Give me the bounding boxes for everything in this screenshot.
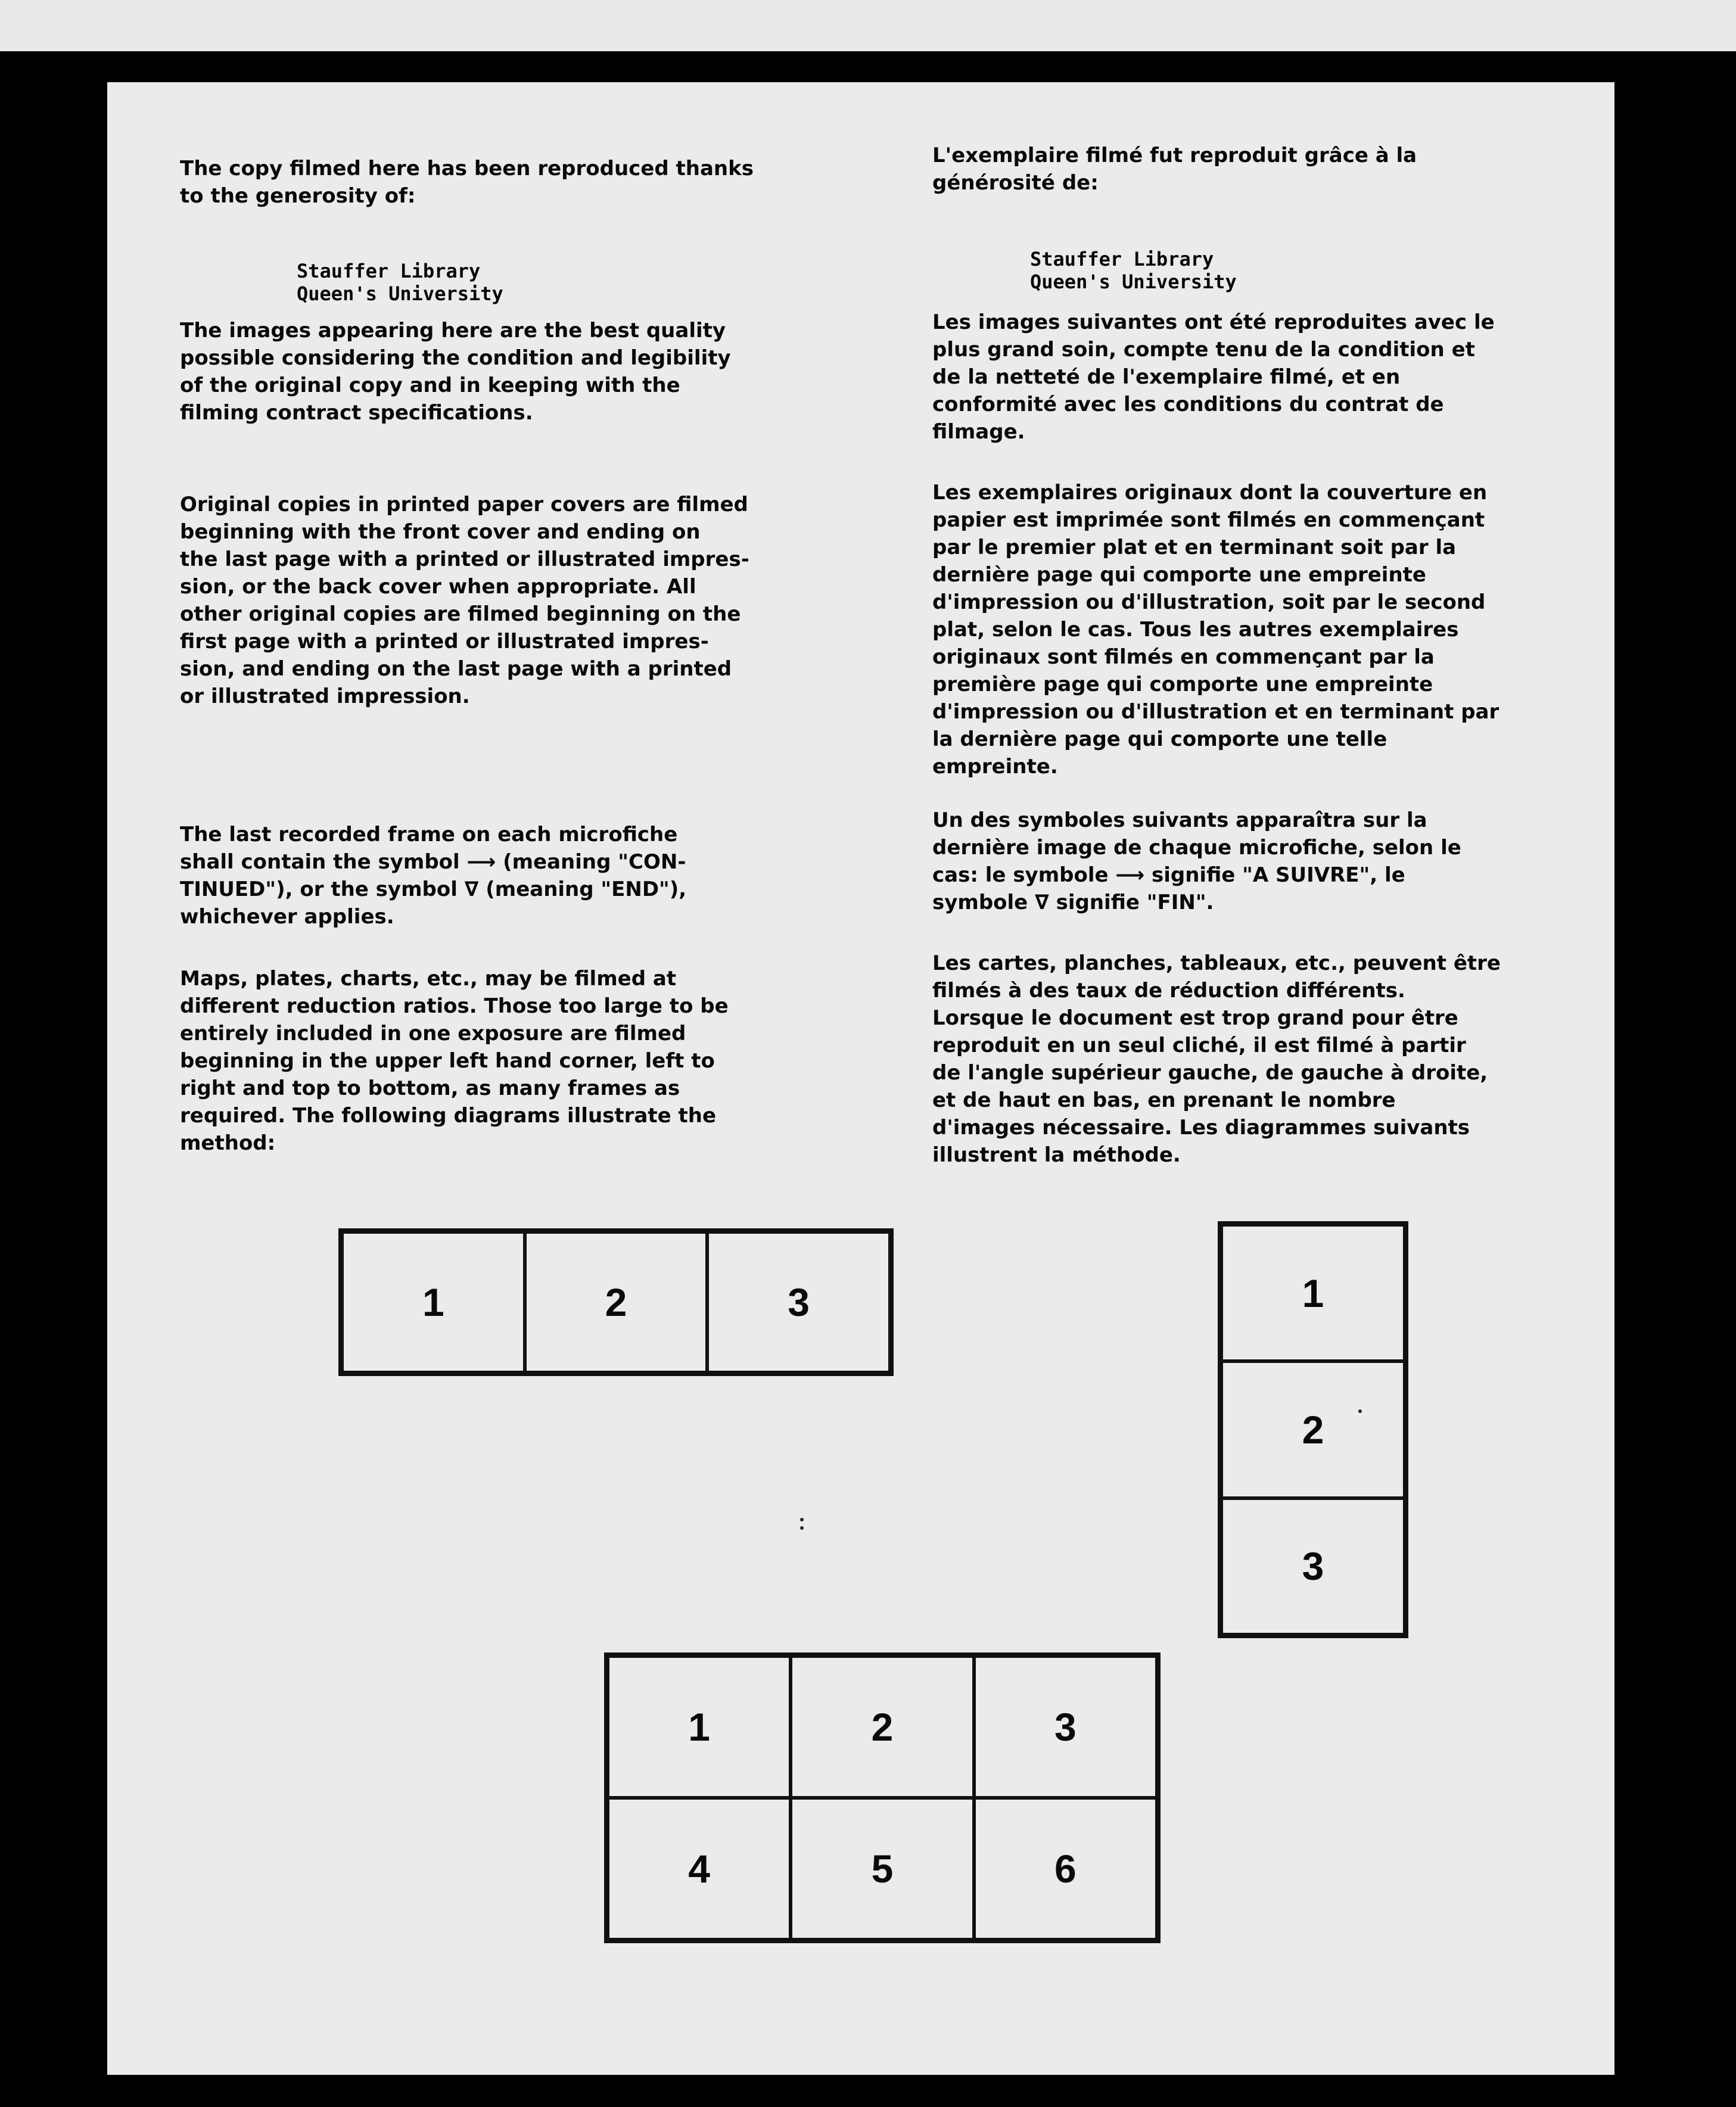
library-name-fr: Stauffer Library Queen's University (1030, 248, 1237, 293)
diagram-cell: 1 (608, 1656, 791, 1798)
scan-speck (800, 1518, 804, 1521)
filming-notice-page (107, 82, 1614, 2075)
scan-top-edge (0, 0, 1736, 51)
vertical-frame-diagram (1218, 1221, 1408, 1638)
diagram-cell: 4 (608, 1798, 791, 1940)
diagram-cell: 2 (1221, 1361, 1405, 1498)
originals-text-en: Original copies in printed paper covers are filmed beginning with the front cover and ending on the last page with a printed or illustrated impres- sion, or the back cover when appropriate. All other original copies are filmed beginning on the first page with a printed or illustrated impres- sion, and ending on the last page with a printed or illustrated impression. (180, 493, 749, 708)
thanks-text-en: The copy filmed here has been reproduced thanks to the generosity of: (180, 157, 754, 208)
diagram-cell: 1 (1221, 1225, 1405, 1361)
thanks-text-fr: L'exemplaire filmé fut reproduit grâce à la générosité de: (932, 144, 1417, 195)
quality-text-fr: Les images suivantes ont été reproduites avec le plus grand soin, compte tenu de la condition et de la netteté de l'exemplaire filmé, et en conformité avec les conditions du contrat de filmage. (932, 310, 1495, 444)
maps-text-en: Maps, plates, charts, etc., may be filmed at different reduction ratios. Those too large to be entirely included in one exposure are filmed beginning in the upper left hand corner, left to right and top to bottom, as many frames as required. The following diagrams illustrate the method: (180, 967, 729, 1155)
originals-text-fr: Les exemplaires originaux dont la couverture en papier est imprimée sont filmés en commençant par le premier plat et en terminant soit par la dernière page qui comporte une empreinte d'impression ou d'illustration, soit par le second plat, selon le cas. Tous les autres exemplaires originaux sont filmés en commençant par la première page qui comporte une empreinte d'impression ou d'illustration et en terminant par la dernière page qui comporte une telle empreinte. (932, 481, 1499, 779)
scan-speck (800, 1526, 804, 1530)
diagram-cell: 2 (791, 1656, 973, 1798)
horizontal-frame-diagram (338, 1228, 894, 1376)
diagram-cell: 3 (974, 1656, 1157, 1798)
grid-frame-diagram (604, 1652, 1161, 1943)
diagram-cell: 3 (707, 1232, 890, 1372)
diagram-cell: 2 (525, 1232, 708, 1372)
quality-text-en: The images appearing here are the best quality possible considering the condition and legibility of the original copy and in keeping with the filming contract specifications. (180, 319, 731, 425)
maps-text-fr: Les cartes, planches, tableaux, etc., peuvent être filmés à des taux de réduction différents. Lorsque le document est trop grand pour être reproduit en un seul cliché, il est filmé à partir de l'angle supérieur gauche, de gauche à droite, et de haut en bas, en prenant le nombre d'images nécessaire. Les diagrammes suivants illustrent la méthode. (932, 951, 1501, 1167)
diagram-cell: 5 (791, 1798, 973, 1940)
library-name-en: Stauffer Library Queen's University (297, 260, 503, 305)
diagram-cell: 3 (1221, 1498, 1405, 1635)
symbols-text-en: The last recorded frame on each microfiche shall contain the symbol ⟶ (meaning "CON- TINUED"), or the symbol ∇ (meaning "END"), whichever applies. (180, 823, 687, 929)
symbols-text-fr: Un des symboles suivants apparaîtra sur la dernière image de chaque microfiche, selon le cas: le symbole ⟶ signifie "A SUIVRE", le symbole ∇ signifie "FIN". (932, 808, 1461, 914)
diagram-cell: 6 (974, 1798, 1157, 1940)
diagram-cell: 1 (342, 1232, 525, 1372)
scan-speck (1358, 1409, 1362, 1413)
